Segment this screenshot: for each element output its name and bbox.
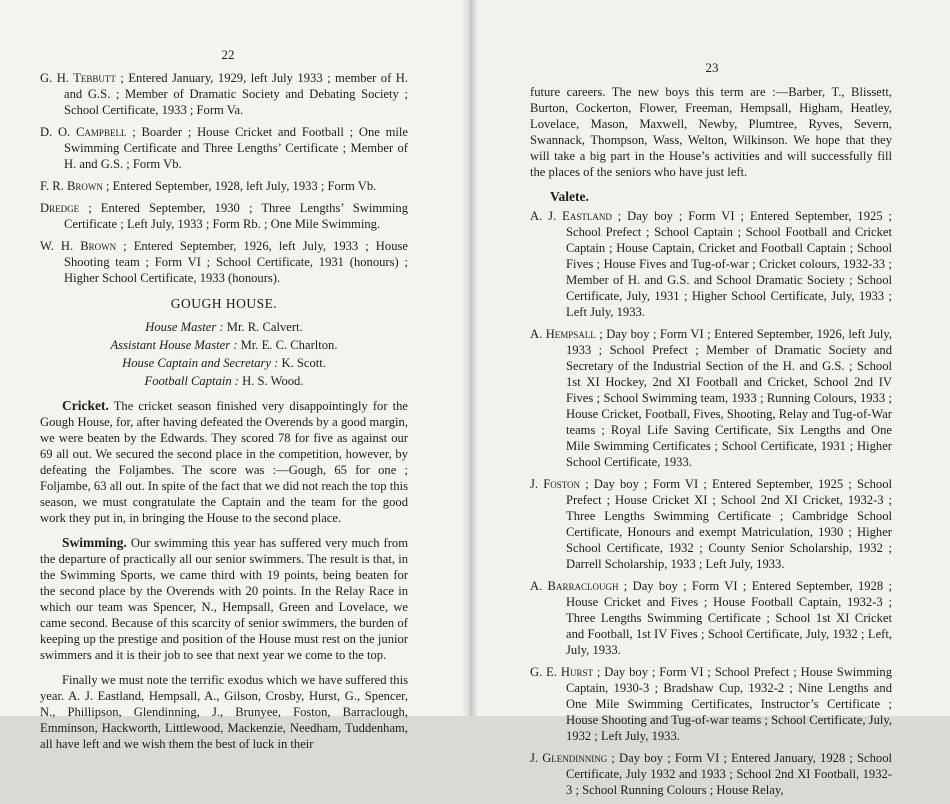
valete-entry	[530, 664, 892, 744]
valete-entry	[530, 750, 892, 798]
page-number: 22	[221, 47, 235, 62]
left-text-block	[40, 70, 408, 752]
finally-paragraph: Finally we must note the terrific exodus which we have suffered this year. A. J. Eastland, Hempsall, A., Gilson, Crosby, Hurst, G., Spencer, N., Phillipson, Glendinning, J., Brunyee, Foston, Barraclough, Emminson, Hackworth, Littlewood, Mackenzie, Needham, Tuddenham, all have left and we wish them the best of luck in their	[40, 673, 408, 751]
officer-role: House Captain and Secretary :	[122, 356, 279, 370]
officer-name: Mr. R. Calvert.	[223, 320, 303, 334]
officer-line	[40, 373, 408, 389]
valete-entry	[530, 578, 892, 658]
entry-name: A. Hempsall	[530, 327, 596, 341]
cricket-paragraph	[40, 398, 408, 526]
valete-entry	[530, 326, 892, 470]
swimming-text: Our swimming this year has suffered very much from the departure of practically all our senior swimmers. The result is that, in the Swimming Sports, we came third with 19 points, being beaten for the second place by the Overends with 20 points. In the Relay Race in which our team was Spencer, N., Hempsall, Green and Lovelace, we came second. Because of this scarcity of senior swimmers, the burden of keeping up the prestige and position of the House must rest on the junior swimmers and it is their job to see that next year we come to the top.	[40, 536, 408, 662]
officer-line	[40, 319, 408, 335]
page-number: 23	[705, 60, 719, 75]
officer-role: House Master :	[145, 320, 224, 334]
valete-entry	[40, 70, 408, 118]
entry-name: A. Barraclough	[530, 579, 619, 593]
officer-line	[40, 355, 408, 371]
officer-role: Assistant House Master :	[110, 338, 238, 352]
valete-entry	[530, 208, 892, 320]
valete-heading: Valete.	[550, 189, 589, 204]
valete-entry	[40, 178, 408, 194]
entry-text: ; Day boy ; Form VI ; Entered September, 1926, left July, 1933 ; School Prefect ; Member of Dramatic Society and Secretary of the Industrial Section of the H. and G.S. ; School 1st XI Hockey, 2nd XI Football and Cricket, School 2nd IV Fives ; School Swimming team, 1933 ; Running Colours, 1933 ; House Cricket, Football, Fives, Shooting, Relay and Tug-of-War teams ; Royal Life Saving Certificate, Six Lengths and One Mile Swimming Certificates ; School Certificate, 1931 ; Higher School Certificate, 1933.	[566, 327, 892, 469]
entry-text: ; Entered January, 1929, left July 1933 ; member of H. and G.S. ; Member of Dramatic Society and Debating Society ; School Certificate, 1933 ; Form Va.	[64, 71, 408, 117]
valete-entry	[40, 238, 408, 286]
swimming-heading: Swimming.	[62, 535, 127, 550]
entry-text: ; Entered September, 1928, left July, 1933 ; Form Vb.	[102, 179, 377, 193]
officer-name: H. S. Wood.	[238, 374, 304, 388]
entry-text: ; Day boy ; Form VI ; School Prefect ; House Swimming Captain, 1930-3 ; Bradshaw Cup, 1932-2 ; Nine Lengths and One Mile Swimming Certificates, Instructor’s Certificate ; House Shooting and Tug-of-war teams ; School Certificate, July, 1932 ; Left July, 1933.	[566, 665, 892, 743]
officer-role: Football Captain :	[144, 374, 239, 388]
entry-text: ; Day boy ; Form VI ; Entered September, 1925 ; School Prefect ; School Captain ; School Football and Cricket Captain ; House Captain, Cricket and Football Captain ; School Fives ; House Fives and Tug-of-war ; Cricket colours, 1932-33 ; Member of H. and G.S. and School Dramatic Society ; School Certificate, July, 1931 ; Higher School Certificate, July, 1933 ; Left July, 1933.	[566, 209, 893, 319]
right-page	[470, 0, 950, 797]
right-text-block	[530, 84, 892, 804]
swimming-paragraph	[40, 535, 408, 663]
entry-text: ; Day boy ; Form VI ; Entered September, 1925 ; School Prefect ; House Cricket XI ; School 2nd XI Cricket, 1932-3 ; Three Lengths Swimming Certificate ; Cambridge School Certificate, Honours and exempt Matriculation, 1930 ; Higher School Certificate, 1932 ; County Senior Scholarship, 1932 ; Darrell Scholarship, 1933 ; Left July, 1933.	[566, 477, 892, 571]
valete-entry	[40, 124, 408, 172]
entry-text: ; Boarder ; House Cricket and Football ; One mile Swimming Certificate and Three Lengths’ Certificate ; Member of H. and G.S. ; Form Vb.	[64, 125, 408, 171]
entry-name: G. H. Tebbutt	[40, 71, 116, 85]
book-gutter	[462, 0, 478, 716]
entry-name: F. R. Brown	[40, 179, 103, 193]
officer-name: Mr. E. C. Charlton.	[237, 338, 338, 352]
entry-name: A. J. Eastland	[530, 209, 612, 223]
entry-text: ; Day boy ; Form VI ; Entered January, 1928 ; School Certificate, July 1932 and 1933 ; School 2nd XI Football, 1932-3 ; School Running Colours ; House Relay,	[566, 751, 893, 797]
entry-name: W. H. Brown	[40, 239, 117, 253]
cricket-heading: Cricket.	[62, 398, 109, 413]
officer-name: K. Scott.	[278, 356, 326, 370]
left-page	[0, 0, 470, 751]
entry-text: ; Entered September, 1930 ; Three Lengths’ Swimming Certificate ; Left July, 1933 ; Form Rb. ; One Mile Swimming.	[64, 201, 408, 231]
valete-entry	[530, 476, 892, 572]
continuation-paragraph: future careers. The new boys this term are :—Barber, T., Blissett, Burton, Cockerton, Flower, Freeman, Hempsall, Higham, Heatley, Lovelace, Mason, Maxwell, Newby, Plumtree, Ryves, Severn, Swannack, Thompson, Wass, Welton, Wilkinson. We hope that they will take a big part in the House’s activities and will successfully fill the places of the seniors who have just left.	[530, 85, 892, 179]
entry-name: G. E. Hurst	[530, 665, 593, 679]
house-title: GOUGH HOUSE.	[170, 296, 278, 311]
entry-name: Dredge	[40, 201, 80, 215]
entry-text: ; Day boy ; Form VI ; Entered September, 1928 ; House Cricket and Fives ; House Football Captain, 1932-3 ; Three Lengths Swimming Certificate ; School 1st XI Cricket and Football, 1st IV Fives ; School Certificate, July, 1932 ; Left, July, 1933.	[566, 579, 892, 657]
entry-name: J. Glendinning	[530, 751, 608, 765]
entry-text: ; Entered September, 1926, left July, 1933 ; House Shooting team ; Form VI ; School Certificate, 1931 (honours) ; Higher School Certificate, 1933 (honours).	[64, 239, 408, 285]
entry-name: J. Foston	[530, 477, 581, 491]
entry-name: D. O. Campbell	[40, 125, 127, 139]
officer-line	[40, 337, 408, 353]
valete-entry	[40, 200, 408, 232]
cricket-text: The cricket season finished very disappointingly for the Gough House, for, after having defeated the Overends by a good margin, we were beaten by the Edwards. They scored 78 for five as against our 69 all out. We secured the second place in the competition, however, by defeating the Foljambes. The score was :—Gough, 65 for one ; Foljambe, 63 all out. In spite of the fact that we did not reach the top this season, we must congratulate the Captain and the team for the good work they put in, in bringing the House to the second place.	[40, 399, 408, 525]
